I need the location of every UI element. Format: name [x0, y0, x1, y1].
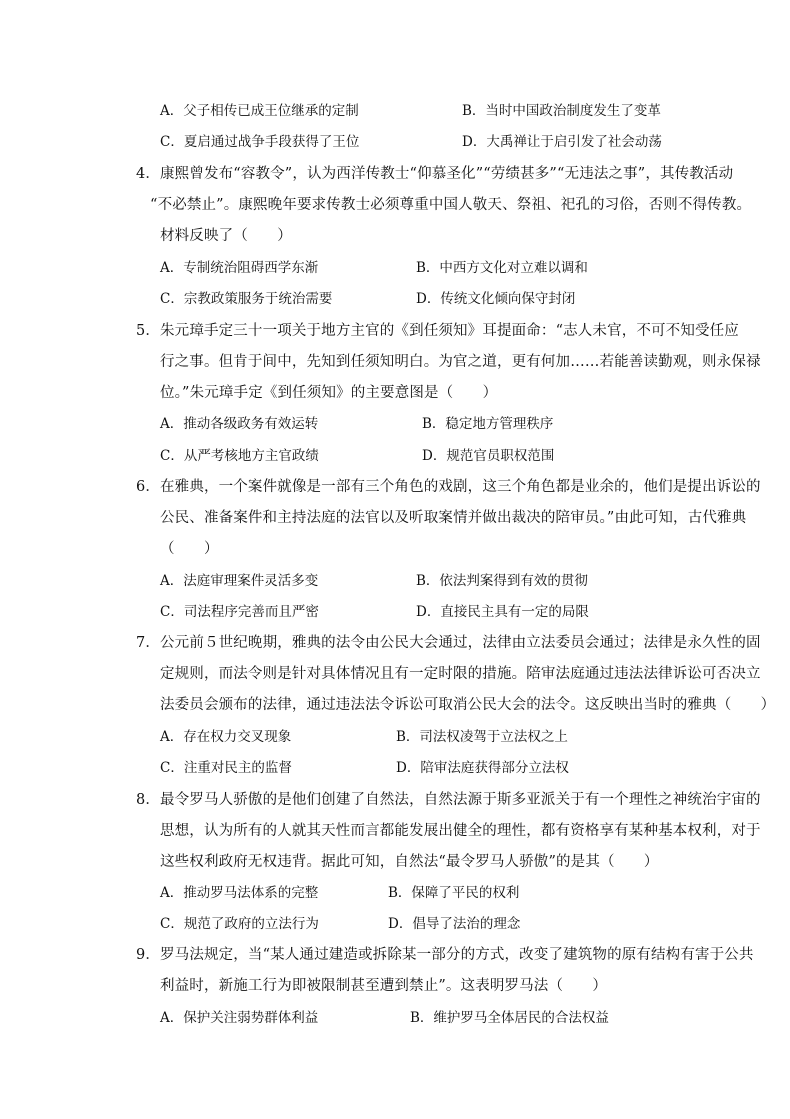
q8-stem-line: 思想，认为所有的人就其天性而言都能发展出健全的理性，都有资格享有某种基本权利，对于	[160, 823, 761, 839]
q6-option-d: D．直接民主具有一定的局限	[416, 604, 589, 620]
q6-stem-line: （ ）	[160, 541, 219, 557]
q7-option-b: B．司法权凌驾于立法权之上	[396, 729, 568, 745]
q8-stem-line: 这些权利政府无权违背。据此可知，自然法“最令罗马人骄傲”的是其（ ）	[160, 854, 659, 870]
q7-option-c: C．注重对民主的监督	[160, 760, 292, 776]
q6-option-b: B．依法判案得到有效的贯彻	[416, 573, 588, 589]
q4-option-d: D．传统文化倾向保守封闭	[416, 291, 576, 307]
q8-option-c: C．规范了政府的立法行为	[160, 916, 319, 932]
q7-stem-line: 7．公元前５世纪晚期，雅典的法令由公民大会通过，法律由立法委员会通过；法律是永久性的固	[136, 635, 761, 651]
q4-stem-line: “不必禁止”。康熙晚年要求传教士必须尊重中国人敬天、祭祖、祀孔的习俗，否则不得传教。	[150, 197, 752, 213]
q5-option-d: D．规范官员职权范围	[422, 448, 555, 464]
q5-stem-line: 5．朱元璋手定三十一项关于地方主官的《到任须知》耳提面命：“志人未官，不可不知受任应	[136, 323, 739, 339]
q8-option-d: D．倡导了法治的理念	[388, 916, 521, 932]
q8-option-b: B．保障了平民的权利	[388, 885, 520, 901]
q3-option-a: A．父子相传已成王位继承的定制	[160, 103, 359, 119]
q7-stem-line: 法委员会颁布的法律，通过违法法令诉讼可取消公民大会的法令。这反映出当时的雅典（ ）	[160, 697, 776, 713]
q5-stem-line: 位。”朱元璋手定《到任须知》的主要意图是（ ）	[160, 385, 498, 401]
q4-option-b: B．中西方文化对立难以调和	[416, 260, 588, 276]
q4-option-c: C．宗教政策服务于统治需要	[160, 291, 333, 307]
q8-stem-line: 8．最令罗马人骄傲的是他们创建了自然法，自然法源于斯多亚派关于有一个理性之神统治宇宙的	[136, 792, 761, 808]
q7-option-d: D．陪审法庭获得部分立法权	[396, 760, 569, 776]
q3-option-c: C．夏启通过战争手段获得了王位	[160, 134, 360, 150]
q5-option-c: C．从严考核地方主官政绩	[160, 448, 319, 464]
q3-option-b: B．当时中国政治制度发生了变革	[462, 103, 661, 119]
q5-option-a: A．推动各级政务有效运转	[160, 416, 319, 432]
q6-option-c: C．司法程序完善而且严密	[160, 604, 319, 620]
q7-option-a: A．存在权力交叉现象	[160, 729, 292, 745]
q6-stem-line: 公民、准备案件和主持法庭的法官以及听取案情并做出裁决的陪审员。”由此可知，古代雅典	[160, 510, 747, 526]
q6-stem-line: 6．在雅典，一个案件就像是一部有三个角色的戏剧，这三个角色都是业余的，他们是提出诉讼的	[136, 479, 761, 495]
q8-option-a: A．推动罗马法体系的完整	[160, 885, 319, 901]
q4-option-a: A．专制统治阻碍西学东渐	[160, 260, 319, 276]
q9-stem-line: 9．罗马法规定，当“某人通过建造或拆除某一部分的方式，改变了建筑物的原有结构有害于公共	[136, 947, 754, 963]
q4-stem-line: 材料反映了（ ）	[160, 228, 292, 244]
q9-stem-line: 利益时，新施工行为即被限制甚至遭到禁止”。这表明罗马法（ ）	[160, 978, 608, 994]
q9-option-a: A．保护关注弱势群体利益	[160, 1010, 319, 1026]
q4-stem-line: 4．康熙曾发布“容教令”，认为西洋传教士“仰慕圣化”“劳绩甚多”“无违法之事”，其传教活动	[136, 166, 734, 182]
q6-option-a: A．法庭审理案件灵活多变	[160, 573, 319, 589]
q3-option-d: D．大禹禅让于启引发了社会动荡	[462, 134, 662, 150]
q5-stem-line: 行之事。但肯于间中，先知到任须知明白。为官之道，更有何加……若能善读勤观，则永保禄	[160, 354, 761, 370]
q7-stem-line: 定规则，而法令则是针对具体情况且有一定时限的措施。陪审法庭通过违法法律诉讼可否决立	[160, 666, 761, 682]
q9-option-b: B．维护罗马全体居民的合法权益	[410, 1010, 609, 1026]
q5-option-b: B．稳定地方管理秩序	[422, 416, 554, 432]
